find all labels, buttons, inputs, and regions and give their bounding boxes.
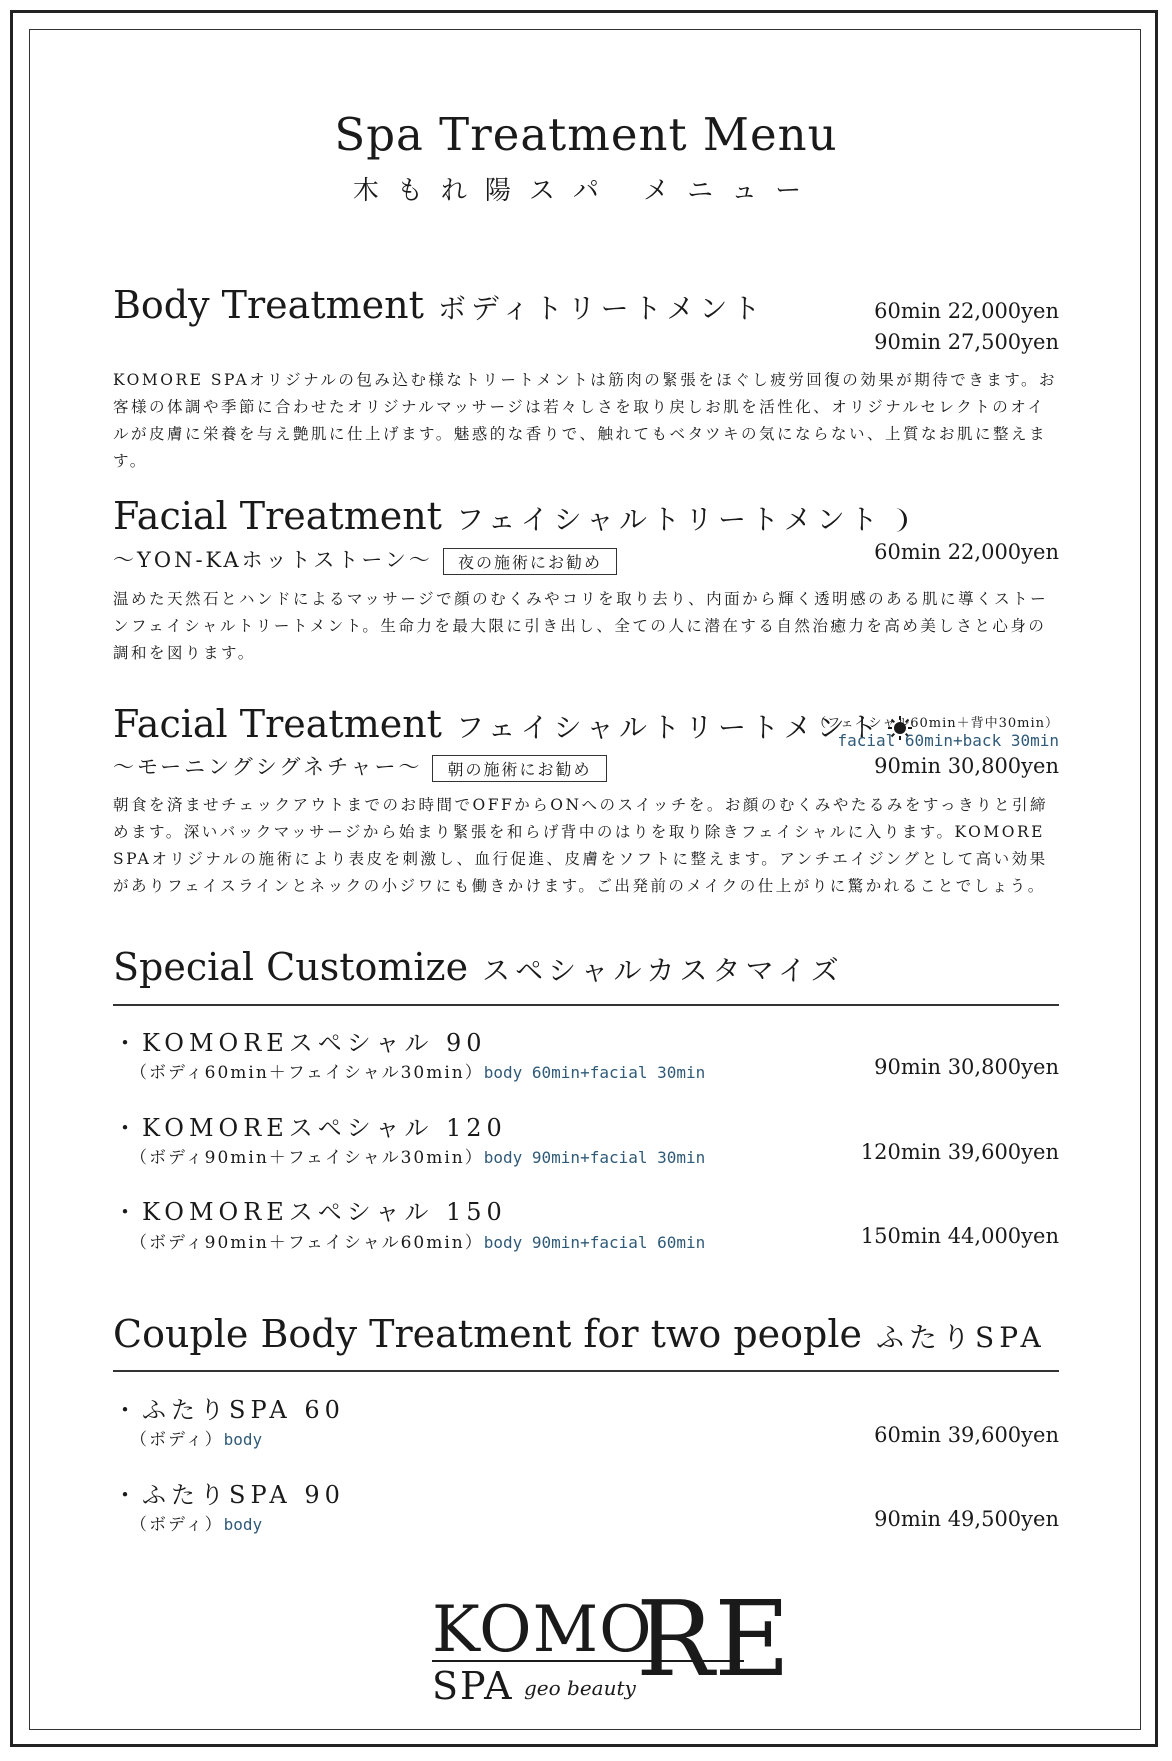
special-item-price: 90min 30,800yen: [874, 1055, 1059, 1079]
facial-morning-note-en: facial 60min+back 30min: [837, 731, 1059, 750]
detail-en: body 60min+facial 30min: [483, 1063, 706, 1082]
detail-jp: （ボディ60min＋フェイシャル30min）: [130, 1063, 484, 1083]
logo-komo: KOMO: [432, 1593, 653, 1667]
detail-jp: （ボディ90min＋フェイシャル60min）: [130, 1233, 484, 1253]
special-item-detail: [130, 1058, 705, 1083]
special-heading: [113, 945, 844, 989]
special-item-name: ・KOMOREスペシャル 90: [113, 1029, 487, 1057]
facial-night-price: 60min 22,000yen: [874, 540, 1059, 564]
special-title-jp: スペシャルカスタマイズ: [482, 954, 844, 987]
price-line: 90min 27,500yen: [874, 330, 1059, 354]
body-treatment-prices: [874, 296, 1059, 358]
logo-spa: SPA: [432, 1664, 514, 1705]
facial-night-subtitle-row: [113, 544, 617, 575]
special-item-name: ・KOMOREスペシャル 120: [113, 1114, 507, 1142]
body-treatment-heading: [113, 283, 765, 327]
facial-morning-title-jp: フェイシャルトリートメント: [455, 711, 883, 744]
facial-morning-price: 90min 30,800yen: [874, 754, 1059, 778]
couple-heading: [113, 1312, 1046, 1356]
page-title: Spa Treatment Menu: [334, 108, 838, 161]
couple-item-price: 60min 39,600yen: [874, 1423, 1059, 1447]
page-subtitle: 木もれ陽スパ メニュー: [352, 176, 820, 206]
special-item-price: 150min 44,000yen: [860, 1224, 1059, 1248]
facial-night-description: 温めた天然石とハンドによるマッサージで顔のむくみやコリを取り去り、内面から輝く透明感のある肌に導くストーンフェイシャルトリートメント。生命力を最大限に引き出し、全ての人に潜在する自然治癒力を高め美しさと心身の調和を図ります。: [113, 590, 1049, 662]
special-item-detail: [130, 1143, 705, 1168]
crescent-moon-icon: [887, 498, 909, 542]
special-item-name: ・KOMOREスペシャル 150: [113, 1198, 507, 1226]
morning-recommend-badge: 朝の施術にお勧め: [432, 755, 606, 782]
facial-night-subtitle: 〜YON-KAホットストーン〜: [113, 548, 433, 572]
facial-morning-description: 朝食を済ませチェックアウトまでのお時間でOFFからONへのスイッチを。お顔のむくみやたるみをすっきりと引締めます。深いバックマッサージから始まり緊張を和らげ背中のはりを取り除きフェイシャルに入ります。KOMORE SPAオリジナルの施術により表皮を刺激し、血行促進、皮膚をソフトに整えます。アンチエイジングとして高い効果がありフェイスラインとネックの小ジワにも働きかけます。ご出発前のメイクの仕上がりに驚かれることでしょう。: [113, 796, 1048, 895]
facial-morning-note-jp: （フェイシャル60min＋背中30min）: [813, 716, 1059, 731]
body-treatment-title-jp: ボディトリートメント: [437, 292, 766, 325]
couple-item-detail: [130, 1425, 262, 1450]
facial-night-title-jp: フェイシャルトリートメント: [455, 503, 883, 536]
section-divider: [113, 1004, 1059, 1006]
facial-night-title-en: Facial Treatment: [113, 494, 442, 538]
logo-tagline: geo beauty: [524, 1676, 636, 1700]
couple-title-jp: ふたりSPA: [876, 1321, 1046, 1354]
night-recommend-badge: 夜の施術にお勧め: [443, 548, 617, 575]
detail-jp: （ボディ）: [130, 1515, 224, 1535]
facial-morning-subtitle: 〜モーニングシグネチャー〜: [113, 755, 423, 779]
price-line: 60min 22,000yen: [874, 299, 1059, 323]
logo-re: RE: [636, 1578, 791, 1700]
detail-en: body: [223, 1515, 263, 1534]
special-item-price: 120min 39,600yen: [860, 1140, 1059, 1164]
couple-title-en: Couple Body Treatment for two people: [113, 1312, 863, 1356]
special-item-detail: [130, 1228, 705, 1253]
body-treatment-title-en: Body Treatment: [113, 283, 424, 327]
facial-night-heading: [113, 494, 909, 542]
facial-morning-subtitle-row: [113, 751, 607, 782]
section-divider: [113, 1370, 1059, 1372]
detail-jp: （ボディ90min＋フェイシャル30min）: [130, 1148, 484, 1168]
couple-item-detail: [130, 1510, 262, 1535]
detail-jp: （ボディ）: [130, 1430, 224, 1450]
couple-item-name: ・ふたりSPA 60: [113, 1396, 345, 1424]
couple-item-name: ・ふたりSPA 90: [113, 1481, 345, 1509]
detail-en: body 90min+facial 60min: [483, 1233, 706, 1252]
special-title-en: Special Customize: [113, 945, 469, 989]
couple-item-price: 90min 49,500yen: [874, 1507, 1059, 1531]
facial-morning-heading: [113, 702, 913, 750]
facial-morning-title-en: Facial Treatment: [113, 702, 442, 746]
komore-spa-logo: [0, 1575, 1172, 1709]
body-treatment-description: KOMORE SPAオリジナルの包み込む様なトリートメントは筋肉の緊張をほぐし疲労回復の効果が期待できます。お客様の体調や季節に合わせたオリジナルマッサージは若々しさを取り戻しお肌を活性化、オリジナルセレクトのオイルが皮膚に栄養を与え艶肌に仕上げます。魅惑的な香りで、触れてもベタツキの気にならない、上質なお肌に整えます。: [113, 371, 1058, 470]
facial-morning-note: [813, 712, 1059, 750]
detail-en: body: [223, 1430, 263, 1449]
detail-en: body 90min+facial 30min: [483, 1148, 706, 1167]
